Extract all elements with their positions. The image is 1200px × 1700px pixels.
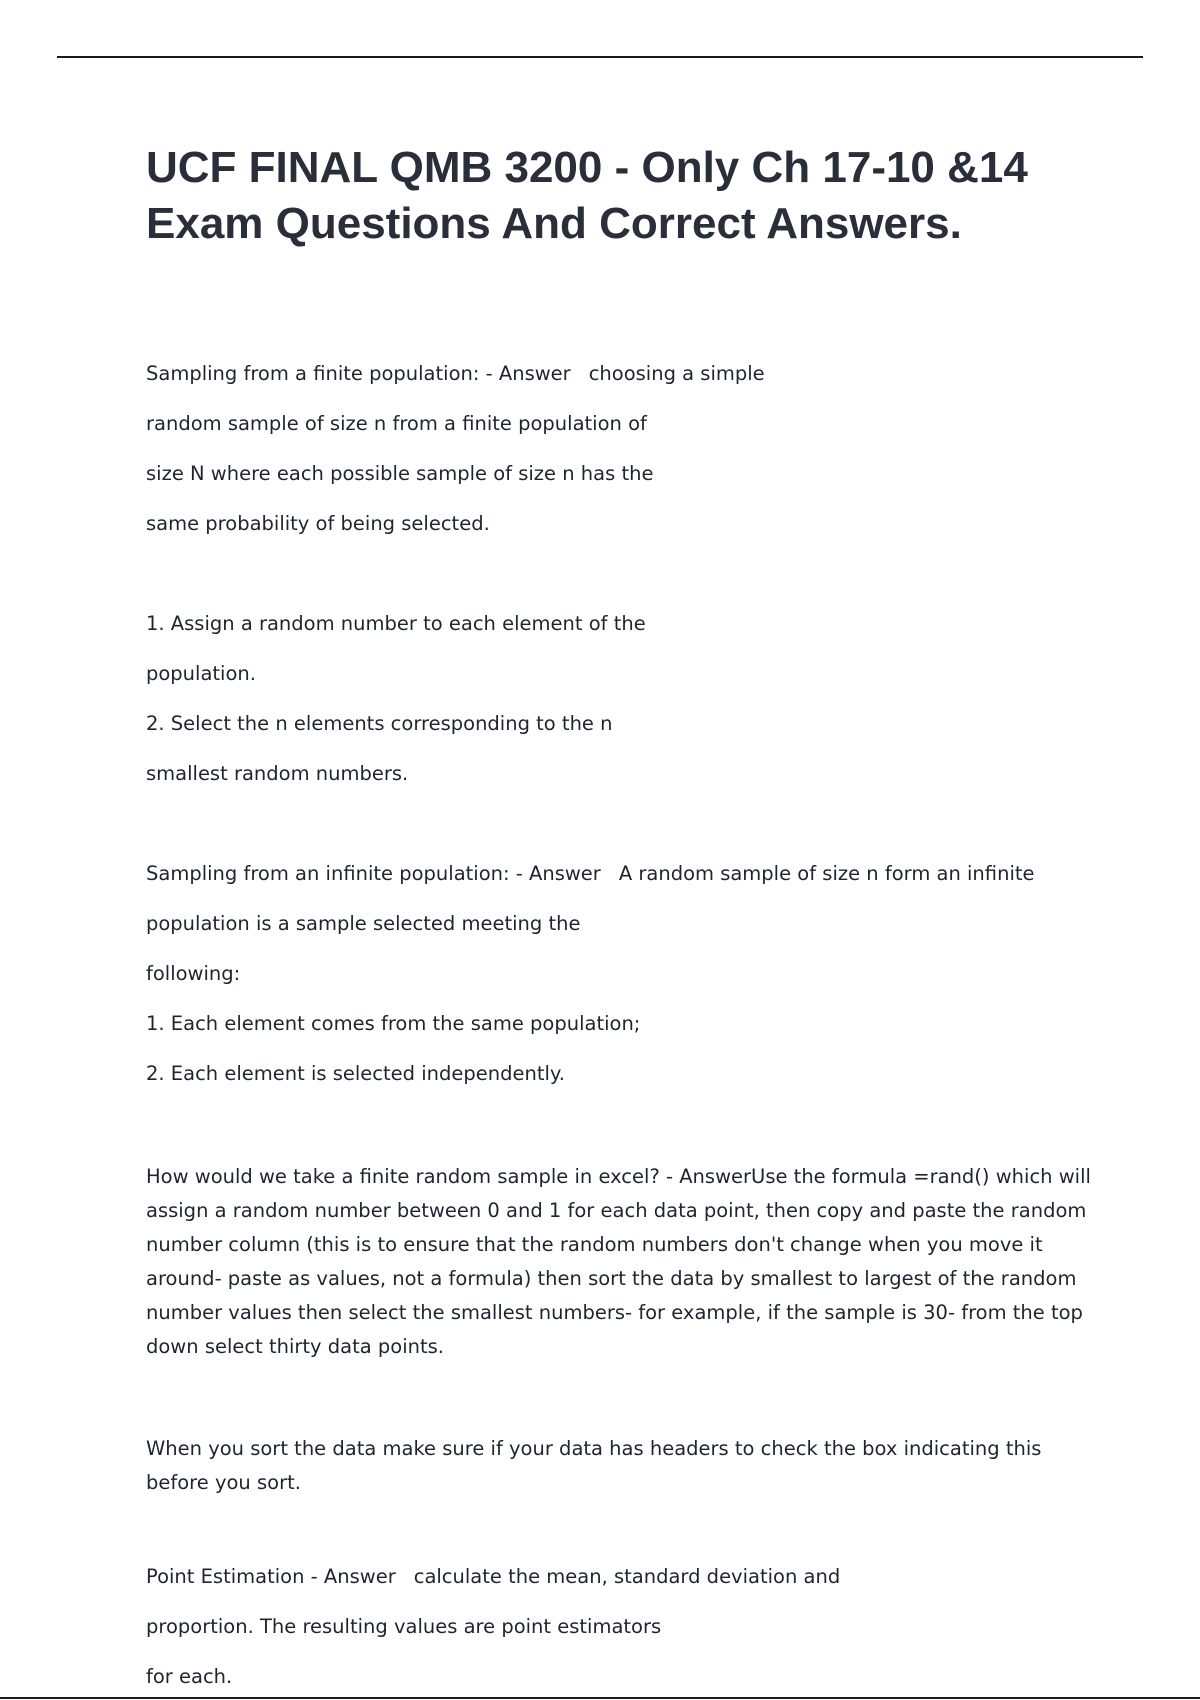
answer-line: 2. Each element is selected independently.	[146, 1062, 565, 1085]
qa-excel-random-sample	[146, 1160, 1091, 1364]
qa-point-estimation-line-1	[146, 1565, 840, 1588]
answer-line: proportion. The resulting values are point estimators	[146, 1615, 662, 1638]
qa-finite-population-line-1	[146, 362, 765, 385]
question-text: How would we take a finite random sample in excel? - Answer	[146, 1165, 752, 1188]
question-text: Sampling from an infinite population: - Answer	[146, 862, 601, 885]
answer-line: following:	[146, 962, 241, 985]
document-header	[146, 140, 1096, 252]
step-line: 2. Select the n elements corresponding to the n	[146, 712, 613, 735]
note-sort-headers: When you sort the data make sure if your data has headers to check the box indicating this before you sort.	[146, 1437, 1042, 1494]
question-text: Sampling from a finite population: - Answer	[146, 362, 571, 385]
answer-line: random sample of size n from a finite population of	[146, 412, 647, 435]
answer-line: size N where each possible sample of size n has the	[146, 462, 654, 485]
answer-text: Use the formula =rand() which will assign a random number between 0 and 1 for each data point, then copy and paste the random number column (this is to ensure that the random numbers don't change when you move it around- paste as values, not a formula) then sort the data by smallest to largest of the random number values then select the smallest numbers- for example, if the sample is 30- from the top down select thirty data points.	[146, 1165, 1091, 1358]
answer-text: calculate the mean, standard deviation and	[413, 1565, 841, 1588]
answer-line: 1. Each element comes from the same population;	[146, 1012, 641, 1035]
question-text: Point Estimation - Answer	[146, 1565, 396, 1588]
document-title: UCF FINAL QMB 3200 - Only Ch 17-10 &14 Exam Questions And Correct Answers.	[146, 143, 1028, 248]
answer-line: population is a sample selected meeting the	[146, 912, 581, 935]
answer-text: A random sample of size n form an infinite	[618, 862, 1035, 885]
qa-infinite-population-line-1	[146, 862, 1035, 885]
step-line: population.	[146, 662, 256, 685]
top-rule	[57, 56, 1143, 58]
step-line: 1. Assign a random number to each element of the	[146, 612, 646, 635]
bottom-rule	[0, 1697, 1200, 1699]
answer-line: same probability of being selected.	[146, 512, 490, 535]
answer-line: for each.	[146, 1665, 233, 1688]
step-line: smallest random numbers.	[146, 762, 409, 785]
answer-text: choosing a simple	[588, 362, 765, 385]
